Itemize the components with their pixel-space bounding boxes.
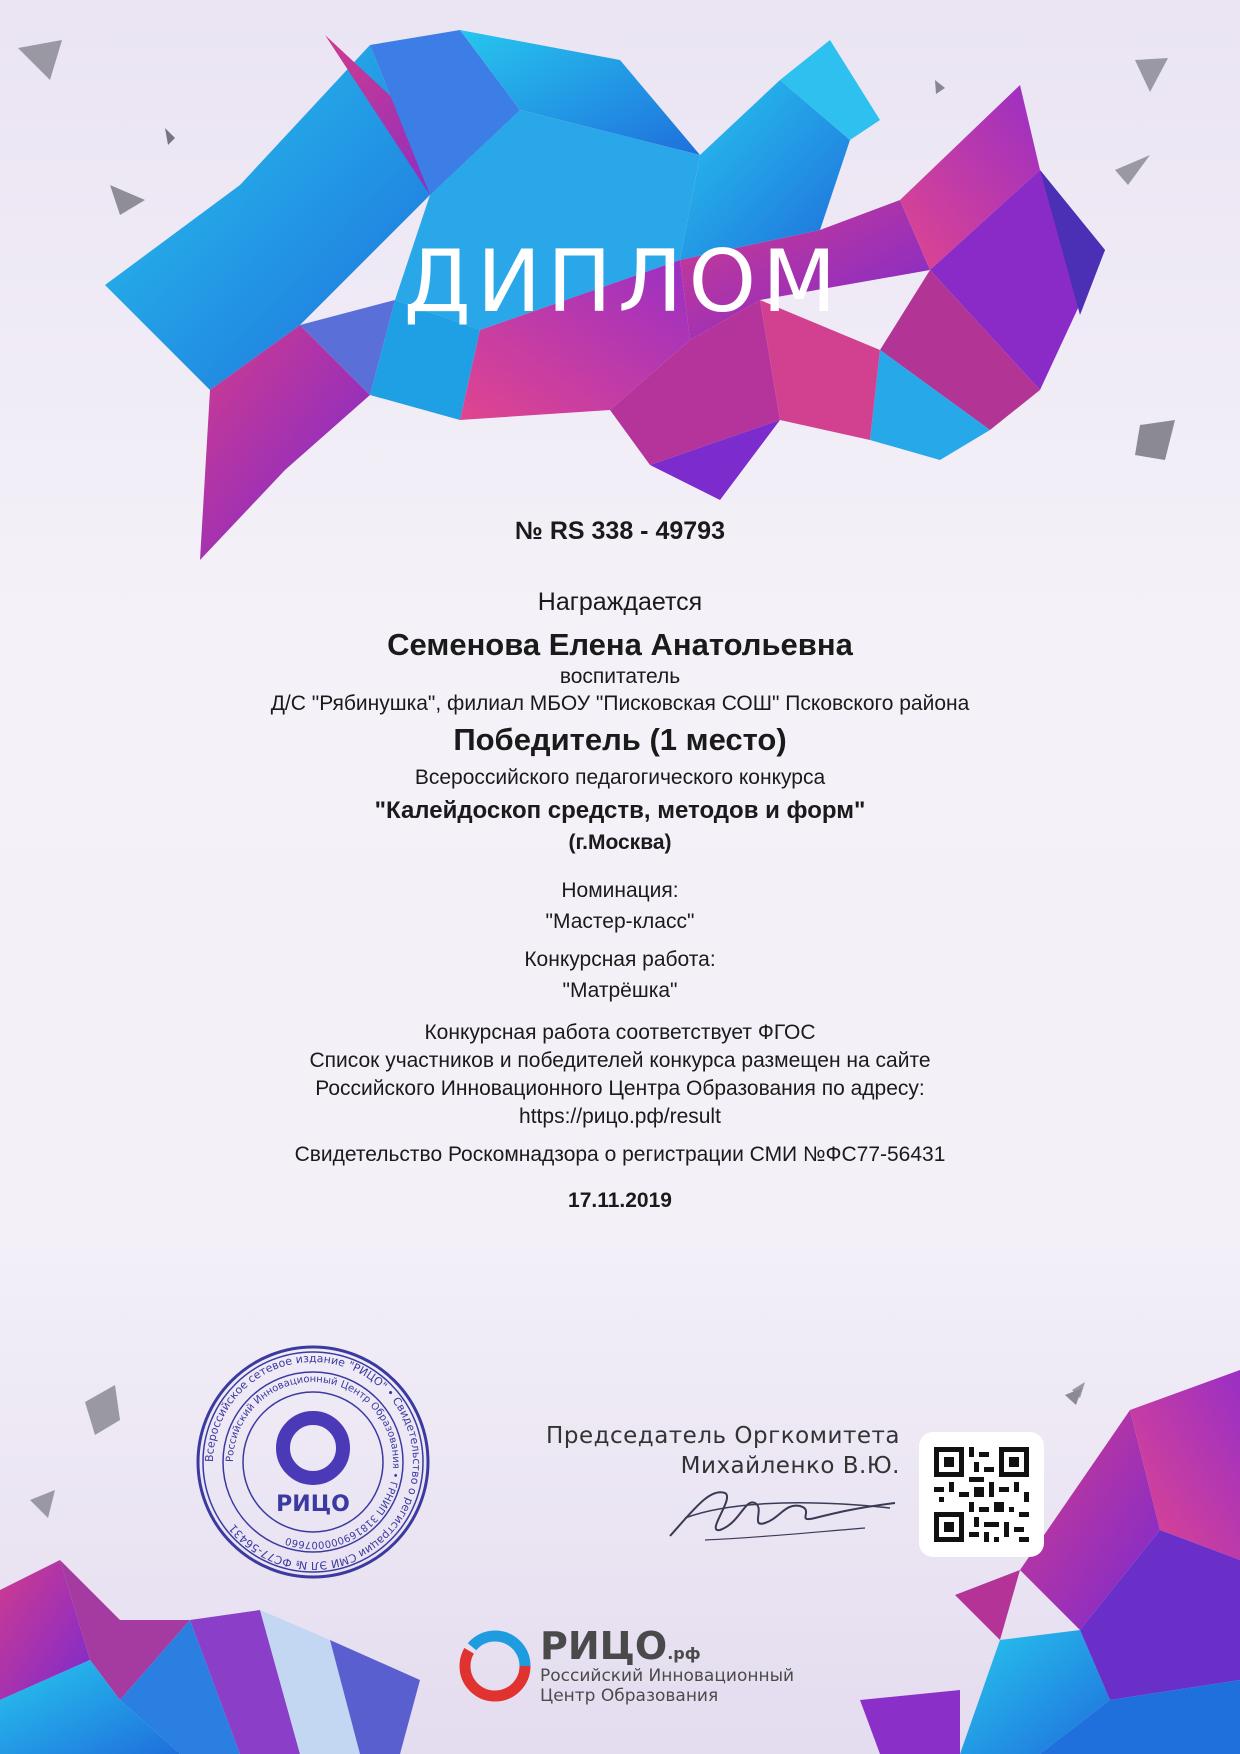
results-url: https://рицо.рф/result — [519, 1105, 721, 1128]
stamp-center-text: РИЦО — [276, 1492, 350, 1517]
contest-type: Всероссийского педагогического конкурса — [414, 766, 826, 789]
qr-code — [919, 1432, 1044, 1557]
recipient-name: Семенова Елена Анатольевна — [387, 627, 853, 662]
award-place: Победитель (1 место) — [453, 722, 787, 757]
footer-brand-name: РИЦО — [540, 1624, 668, 1668]
nomination-value: "Мастер-класс" — [545, 910, 695, 933]
recipient-position: воспитатель — [559, 665, 681, 688]
diploma-date: 17.11.2019 — [568, 1189, 672, 1212]
work-value: "Матрёшка" — [562, 979, 678, 1002]
footer-subtitle-line-2: Центр Образования — [540, 1686, 719, 1706]
list-line-2: Российского Инновационного Центра Образования по адресу: — [315, 1077, 925, 1100]
footer-brand — [540, 1624, 701, 1668]
stamp-inner-text: Российский Инновационный Центр Образования • ГРНИП 318169000007660 — [224, 1373, 402, 1551]
chairman-role: Председатель Оргкомитета — [546, 1423, 900, 1449]
fgos-line: Конкурсная работа соответствует ФГОС — [424, 1021, 816, 1044]
footer-subtitle-line-1: Российский Инновационный — [540, 1666, 795, 1686]
stamp-outer-text: Всероссийское сетевое издание "РИЦО" • Свидетельство о регистрации СМИ ЭЛ № ФС77-56431 — [202, 1351, 424, 1573]
recipient-organization: Д/С "Рябинушка", филиал МБОУ "Писковская СОШ" Псковского района — [270, 692, 970, 715]
stamp-ring-icon — [283, 1418, 343, 1478]
nomination-label: Номинация: — [561, 879, 679, 902]
footer-subtitle — [540, 1666, 794, 1706]
list-line-1: Список участников и победителей конкурса размещен на сайте — [309, 1049, 931, 1072]
awarded-label: Награждается — [537, 588, 703, 616]
diploma-number: № RS 338 - 49793 — [515, 517, 725, 545]
work-label: Конкурсная работа: — [524, 948, 716, 971]
chairman-name: Михайленко В.Ю. — [680, 1453, 900, 1479]
svg-text:Российский Инновационный Центр — [225, 1374, 401, 1550]
diploma-title: ДИПЛОМ — [403, 232, 843, 332]
signature-scribble — [665, 1468, 905, 1548]
footer-brand-suffix: .рф — [667, 1644, 701, 1663]
organization-stamp — [194, 1343, 432, 1581]
contest-name: "Калейдоскоп средств, методов и форм" — [374, 797, 866, 824]
registration-line: Свидетельство Роскомнадзора о регистрации СМИ №ФС77-56431 — [294, 1143, 946, 1166]
qr-code-icon — [919, 1432, 1044, 1557]
contest-city: (г.Москва) — [568, 831, 672, 854]
